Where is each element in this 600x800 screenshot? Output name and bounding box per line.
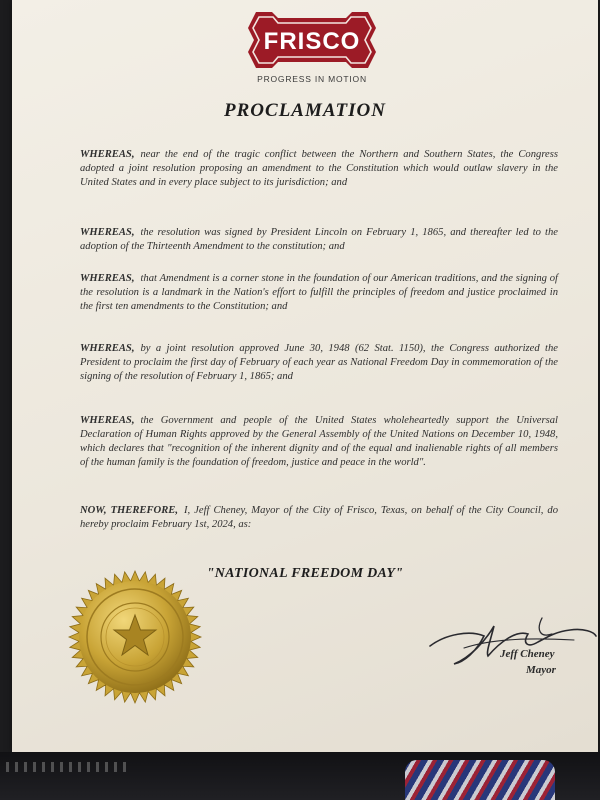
- whereas-paragraph-1: [80, 148, 558, 190]
- paragraph-text: I, Jeff Cheney, Mayor of the City of Frisco, Texas, on behalf of the City Council, do hereby proclaim February 1st, 2024, as:: [80, 505, 559, 530]
- mayor-signature: [424, 608, 600, 670]
- logo-tagline: PROGRESS IN MOTION: [257, 74, 367, 84]
- signer-name: Jeff Cheney: [500, 648, 555, 660]
- whereas-paragraph-4: [80, 342, 558, 384]
- gold-seal: [66, 568, 204, 706]
- desk-object: [6, 762, 126, 772]
- desk-flag-object: [405, 760, 555, 800]
- paragraph-text: near the end of the tragic conflict between the Northern and Southern States, the Congress adopted a joint resolution proposing an amendment to the Constitution which would outlaw slavery in the United States and in every place subject to its jurisdiction; and: [80, 149, 558, 188]
- proclamation-document: [12, 0, 598, 752]
- whereas-paragraph-5: [80, 414, 558, 470]
- document-title: PROCLAMATION: [224, 100, 386, 121]
- frisco-logo: [242, 8, 382, 72]
- paragraph-text: by a joint resolution approved June 30, 1948 (62 Stat. 1150), the Congress authorized the President to proclaim the first day of February of each year as National Freedom Day in commemoration of the signing of the resolution of February 1, 1865; and: [80, 343, 558, 382]
- paragraph-lead: WHEREAS,: [80, 227, 135, 238]
- paragraph-lead: WHEREAS,: [80, 343, 135, 354]
- signer-title: Mayor: [526, 664, 556, 676]
- proclaimed-day: "NATIONAL FREEDOM DAY": [206, 566, 404, 581]
- svg-text:FRISCO: FRISCO: [263, 28, 361, 55]
- whereas-paragraph-3: [80, 272, 558, 314]
- paragraph-lead: WHEREAS,: [80, 415, 135, 426]
- paragraph-text: the Government and people of the United States wholeheartedly support the Universal Declaration of Human Rights approved by the General Assembly of the United Nations on December 10, 1948, which declares that "recognition of the inherent dignity and of the equal and inalienable rights of all members of the human family is the foundation of freedom, justice and peace in the world".: [80, 415, 558, 468]
- paragraph-lead: WHEREAS,: [80, 149, 135, 160]
- paragraph-lead: NOW, THEREFORE,: [80, 505, 178, 516]
- paragraph-lead: WHEREAS,: [80, 273, 135, 284]
- whereas-paragraph-2: [80, 226, 558, 254]
- paragraph-text: that Amendment is a corner stone in the foundation of our American traditions, and the signing of the resolution is a landmark in the Nation's effort to fulfill the principles of freedom and justice proclaimed in the first ten amendments to the Constitution; and: [80, 273, 558, 312]
- now-therefore-paragraph: [80, 504, 558, 532]
- paragraph-text: the resolution was signed by President Lincoln on February 1, 1865, and thereafter led to the adoption of the Thirteenth Amendment to the constitution; and: [80, 227, 558, 252]
